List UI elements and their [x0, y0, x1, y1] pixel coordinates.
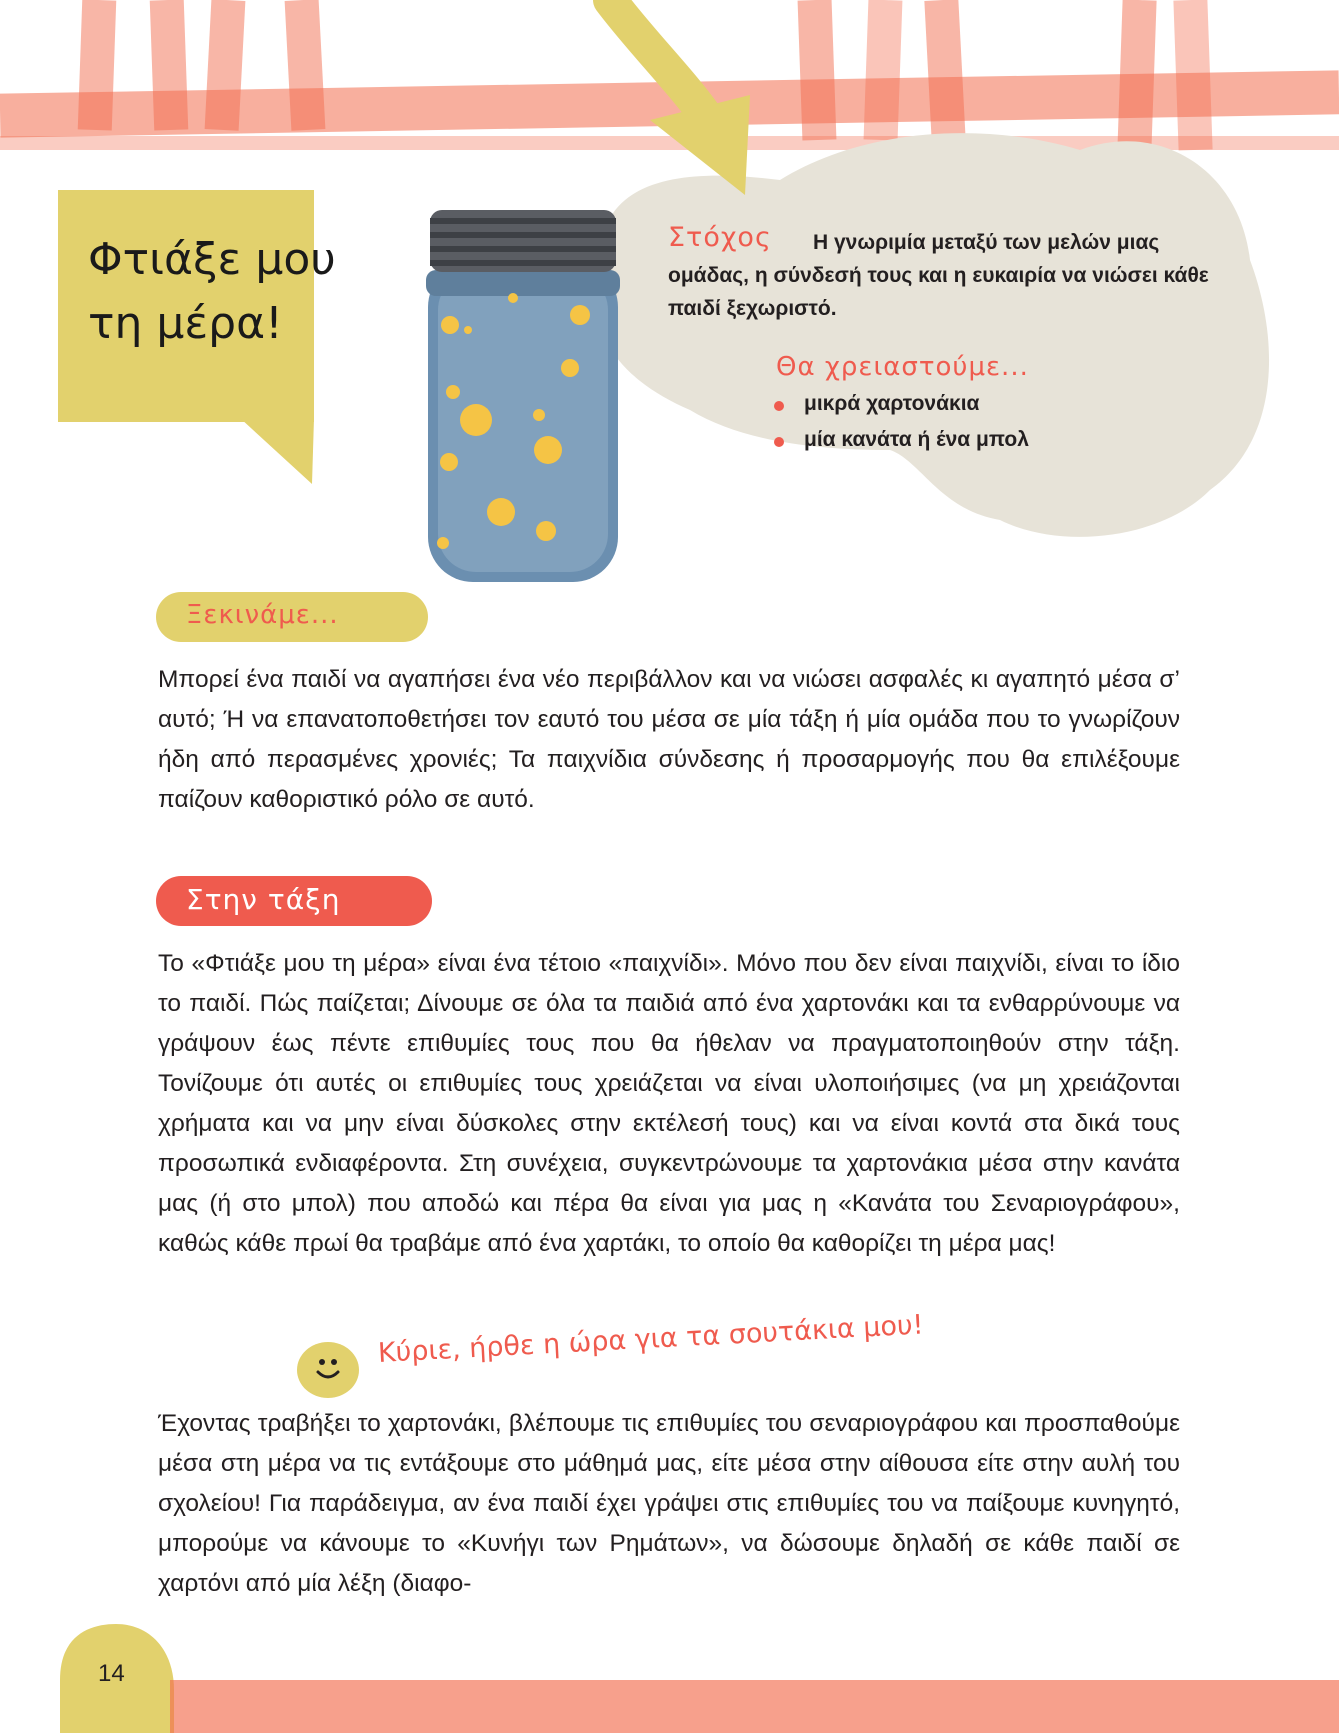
classroom-paragraph: Το «Φτιάξε μου τη μέρα» είναι ένα τέτοιο «παιχνίδι». Μόνο που δεν είναι παιχνίδι, είναι το ίδιο το παιδί. Πώς παίζεται; Δίνουμε σε όλα τα παιδιά από ένα χαρτονάκι και τα ενθαρρύνουμε να γράψουν έως πέντε επιθυμίες τους που θα ήθελαν να πραγματοποιηθούν στην τάξη. Τονίζουμε ότι αυτές οι επιθυμίες τους χρειάζεται να είναι υλοποιήσιμες (να μη χρειάζονται χρήματα και να μην είναι δύσκολες στην εκτέλεσή τους) και να είναι κοντά στα δικά τους προσωπικά ενδιαφέροντα. Στη συνέχεια, συγκεντρώνουμε τα χαρτονάκια μέσα στην κανάτα μας (ή στο μπολ) που αποδώ και πέρα θα είναι για μας η «Κανάτα του Σεναριογράφου», καθώς κάθε πρωί θα τραβάμε από ένα χαρτάκι, το οποίο θα καθορίζει τη μέρα μας! — [158, 950, 1180, 1257]
goal-text: Η γνωριμία μεταξύ των μελών μιας ομάδας, η σύνδεσή τους και η ευκαιρία να νιώσει κάθε παιδί ξεχωριστό. — [668, 231, 1209, 320]
bullet-icon — [774, 437, 784, 447]
jar-illustration — [398, 210, 648, 590]
page-title: Φτιάξε μου τη μέρα! — [88, 234, 336, 349]
classroom-heading: Στην τάξη — [186, 883, 341, 916]
quote-text: Κύριε, ήρθε η ώρα για τα σουτάκια μου! — [377, 1309, 925, 1369]
arrow-icon — [540, 0, 780, 200]
goal-label: Στόχος — [668, 222, 772, 253]
continuation-paragraph: Έχοντας τραβήξει το χαρτονάκι, βλέπουμε τις επιθυμίες του σεναριογράφου και προσπαθούμε μέσα στη μέρα να τις εντάξουμε στο μάθημά μας, είτε μέσα στην αίθουσα είτε στην αυλή του σχολείου! Για παράδειγμα, αν ένα παιδί έχει γράψει στις επιθυμίες του να παίξουμε κυνηγητό, μπορούμε να κάνουμε το «Κυνήγι των Ρημάτων», να δώσουμε δηλαδή σε κάθε παιδί σε χαρτόνι από μία λέξη (διαφο- — [158, 1410, 1180, 1597]
start-paragraph: Μπορεί ένα παιδί να αγαπήσει ένα νέο περιβάλλον και να νιώσει ασφαλές κι αγαπητό μέσα σ’ αυτό; Ή να επανατοποθετήσει τον εαυτό του μέσα σε μία τάξη ή μία ομάδα που το γνωρίζουν ήδη από περασμένες χρονιές; Τα παιχνίδια σύνδεσης ή προσαρμογής που θα επιλέξουμε παίζουν καθοριστικό ρόλο σε αυτό. — [158, 666, 1180, 813]
page-number: 14 — [98, 1660, 125, 1687]
needs-item-label: μία κανάτα ή ένα μπολ — [804, 428, 1029, 451]
needs-title: Θα χρειαστούμε... — [776, 352, 1029, 382]
bottom-stripe — [170, 1680, 1339, 1733]
title-box-tail — [220, 418, 320, 498]
smiley-icon — [296, 1340, 360, 1400]
bullet-icon — [774, 401, 784, 411]
needs-item-label: μικρά χαρτονάκια — [804, 392, 980, 415]
start-heading: Ξεκινάμε... — [186, 600, 339, 630]
